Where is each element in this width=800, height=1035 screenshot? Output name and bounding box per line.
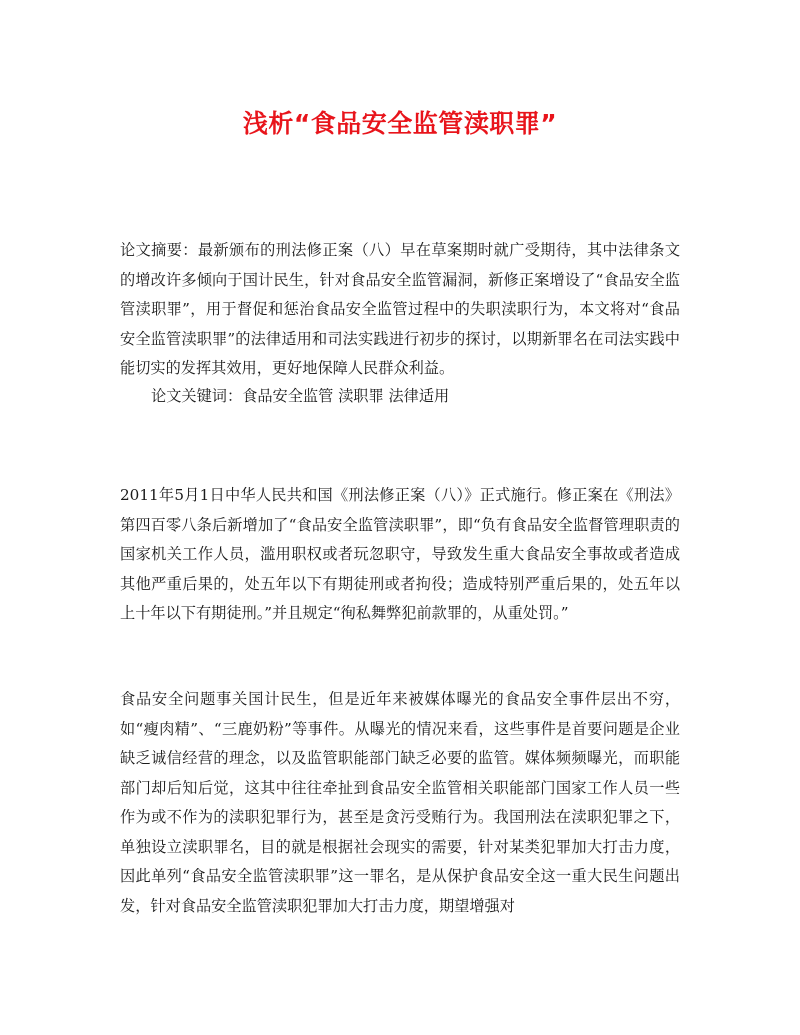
- document-title: 浅析“食品安全监管渎职罪”: [242, 109, 558, 138]
- body-paragraph-1: 2011年5月1日中华人民共和国《刑法修正案（八）》正式施行。修正案在《刑法》第四百零八条后新增加了“食品安全监管渎职罪”，即“负有食品安全监督管理职责的国家机关工作人员，滥用职权或者玩忽职守，导致发生重大食品安全事故或者造成其他严重后果的，处五年以下有期徒刑或者拘役；造成特别严重后果的，处五年以上十年以下有期徒刑。”并且规定“徇私舞弊犯前款罪的，从重处罚。”: [120, 486, 680, 622]
- body-paragraph-2: 食品安全问题事关国计民生，但是近年来被媒体曝光的食品安全事件层出不穷，如“瘦肉精”、“三鹿奶粉”等事件。从曝光的情况来看，这些事件是首要问题是企业缺乏诚信经营的理念，以及监管职能部门缺乏必要的监管。媒体频频曝光，而职能部门却后知后觉，这其中往往牵扯到食品安全监管相关职能部门国家工作人员一些作为或不作为的渎职犯罪行为，甚至是贪污受贿行为。我国刑法在渎职犯罪之下，单独设立渎职罪名，目的就是根据社会现实的需要，针对某类犯罪加大打击力度，因此单列“食品安全监管渎职罪”这一罪名，是从保护食品安全这一重大民生问题出发，针对食品安全监管渎职犯罪加大打击力度，期望增强对: [120, 690, 680, 915]
- keywords-line: 论文关键词：食品安全监管 渎职罪 法律适用: [151, 387, 450, 405]
- abstract-paragraph: 论文摘要：最新颁布的刑法修正案（八）早在草案期时就广受期待，其中法律条文的增改许多倾向于国计民生，针对食品安全监管漏洞，新修正案增设了“食品安全监管渎职罪”，用于督促和惩治食品安全监管过程中的失职渎职行为，本文将对“食品安全监管渎职罪”的法律适用和司法实践进行初步的探讨，以期新罪名在司法实践中能切实的发挥其效用，更好地保障人民群众利益。: [120, 241, 680, 377]
